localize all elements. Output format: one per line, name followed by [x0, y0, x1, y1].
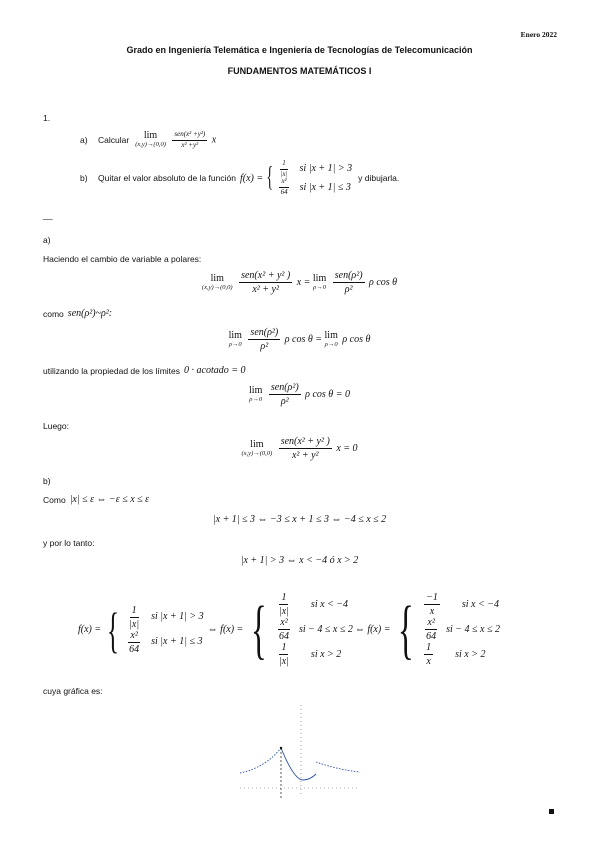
eq2-tail: ρ cos θ [342, 333, 371, 345]
pw2-c3-den: |x| [278, 656, 289, 667]
pw2-c1-den: |x| [278, 606, 289, 617]
equation-2 [0, 327, 599, 352]
problem-b-label: b) [80, 173, 88, 184]
eq1-sub2: ρ→0 [313, 283, 327, 291]
equation-4 [0, 436, 599, 461]
problem-b-c2-num: x² [279, 178, 288, 188]
problem-a-den: x² +y² [181, 140, 199, 149]
solution-a-label: a) [43, 235, 51, 245]
course-title: FUNDAMENTOS MATEMÁTICOS I [227, 66, 372, 76]
problem-b-tail: y dibujarla. [358, 173, 400, 184]
pw2-c2-den: 64 [278, 631, 289, 642]
eq3-tail: ρ cos θ = 0 [305, 388, 350, 400]
pw1-c1-den: |x| [129, 618, 140, 630]
pw3-c3-num: 1 [426, 642, 432, 653]
problem-b-c1-num: 1 [280, 160, 288, 170]
problem-a-lim: lim [143, 130, 158, 142]
inequality-2: |x + 1| > 3 ⇔ x < −4 ó x > 2 [240, 555, 359, 566]
eq2-mid: ρ cos θ = [284, 333, 323, 345]
eq1-mid: x = [296, 276, 311, 288]
eq4-den: x² + y² [291, 450, 319, 461]
end-mark [549, 809, 554, 814]
degree-title: Grado en Ingeniería Telemática e Ingeniería de Tecnologías de Telecomunicación [126, 45, 473, 55]
pw2-cases [275, 592, 353, 667]
eq3-lim: lim [249, 384, 263, 396]
pw3-c1-den: x [429, 606, 435, 617]
pw2-c1-num: 1 [281, 592, 287, 603]
pw1-c1-cond: si |x + 1| > 3 [151, 611, 204, 623]
eq3-sub: ρ→0 [249, 395, 263, 403]
pw1-fx: f(x) = [78, 624, 102, 635]
eq1-den2: ρ² [344, 284, 353, 295]
pw1-cases [125, 605, 204, 655]
problem-a [80, 131, 216, 149]
eq2-den: ρ² [260, 341, 269, 352]
point-marker [280, 747, 282, 749]
equation-3 [0, 382, 599, 407]
eq2-lim2: lim [324, 329, 338, 341]
problem-a-num: sen(x² +y²) [172, 131, 207, 141]
eq4-num: sen(x² + y² ) [280, 436, 330, 447]
problem-a-lim-sub: (x,y)→(0,0) [135, 141, 166, 149]
eq1-num2: sen(ρ²) [334, 270, 363, 281]
curve-right-branch [316, 762, 360, 772]
eq1-num: sen(x² + y² ) [241, 270, 291, 281]
problem-b-c2-den: 64 [280, 188, 288, 197]
problem-b-text: Quitar el valor absoluto de la función [98, 173, 236, 184]
pw3-c3-cond: si x > 2 [455, 648, 486, 660]
pw1-c2-cond: si |x + 1| ≤ 3 [151, 636, 203, 648]
problem-b-c1-den: |x| [280, 169, 288, 178]
pw2-fx: ⇔ f(x) = [207, 624, 244, 635]
luego-text: Luego: [43, 421, 69, 431]
pw3-c2-cond: si − 4 ≤ x ≤ 2 [446, 623, 500, 635]
pw3-fx: ⇔ f(x) = [354, 624, 391, 635]
pw3-cases [422, 592, 500, 667]
equivalence-line [43, 308, 112, 319]
polar-intro: Haciendo el cambio de variable a polares: [43, 254, 202, 264]
eq1-lim2: lim [312, 272, 327, 284]
curve-left-branch [240, 748, 281, 773]
pw3-c1-cond: si x < −4 [461, 598, 499, 610]
pw2-c2-cond: si − 4 ≤ x ≤ 2 [298, 623, 353, 635]
equiv-math: sen(ρ²)~ρ²: [67, 308, 113, 319]
prop-math: 0 · acotado = 0 [184, 365, 246, 376]
por-lo-tanto: y por lo tanto: [43, 538, 95, 548]
eq2-num: sen(ρ²) [250, 327, 279, 338]
eq3-den: ρ² [280, 396, 289, 407]
separator: __ [43, 210, 53, 220]
pw3-c1-num: −1 [426, 592, 438, 603]
eq1-tail: ρ cos θ [369, 276, 398, 288]
eq2-sub2: ρ→0 [324, 340, 338, 348]
como-text: Como [43, 494, 66, 505]
eq2-sub: ρ→0 [228, 340, 242, 348]
pw1-c2-num: x² [130, 629, 138, 641]
pw2-c3-num: 1 [281, 642, 287, 653]
problem-a-label: a) [80, 135, 88, 146]
problem-b-c2-cond: si |x + 1| ≤ 3 [299, 181, 351, 193]
solution-b-label: b) [43, 476, 51, 486]
pw1-c1-num: 1 [131, 604, 137, 616]
como-math: |x| ≤ ε ⇔ −ε ≤ x ≤ ε [69, 494, 150, 505]
pw3-c2-den: 64 [426, 631, 437, 642]
problem-a-tail: x [211, 134, 217, 146]
problem-b-fx: f(x) = [239, 172, 264, 184]
prop-text: utilizando la propiedad de los límites [43, 365, 181, 376]
eq1-den: x² + y² [252, 284, 279, 295]
graph-intro: cuya gráfica es: [43, 686, 103, 696]
curve-middle-branch [281, 748, 316, 780]
equation-1 [0, 270, 599, 295]
exam-date: Enero 2022 [520, 30, 557, 39]
pw3-c3-den: x [426, 656, 431, 667]
problem-b: b) Quitar el valor absoluto de la función f(x) = { $\frac{1}{|x|}$ si |x + 1| > 3 $\frac{\text{x²}}{64}$ si |x + 1| ≤ 3 y dibujarla. [80, 159, 400, 197]
pw2-c2-num: x² [280, 617, 288, 628]
problem-a-text: Calcular [98, 135, 130, 146]
problem-b-c1-cond: si |x + 1| > 3 [299, 163, 353, 175]
eq2-lim: lim [228, 329, 242, 341]
eq4-lim: lim [250, 438, 264, 450]
como-line [43, 494, 149, 505]
pw1-c2-den: 64 [129, 643, 140, 655]
piecewise-chain: f(x) = { $\frac{1}{|x|}$ si |x + 1| > 3 $\frac{\text{x²}}{64}$ si |x + 1| ≤ 3 ⇔ f(x) = { $\frac{1}{|x|}$ si x < −4 $\frac{\text{x²}}{64}$ si − 4 ≤ x ≤ 2 $\frac{1}{|x|}$ si x > 2 ⇔ f(x) = { $\frac{-1}{x}$ si x < −4 $\frac{\text{x²}}{64}$ si − 4 ≤ x ≤ 2 $\frac{1}{x}$ si x > 2 [78, 592, 500, 667]
eq1-lim: lim [210, 272, 224, 284]
eq4-sub: (x,y)→(0,0) [241, 449, 273, 457]
pw3-c2-num: x² [427, 617, 435, 628]
property-line [43, 365, 246, 376]
inequality-1: |x + 1| ≤ 3 ⇔ −3 ≤ x + 1 ≤ 3 ⇔ −4 ≤ x ≤ 2 [212, 514, 387, 525]
function-graph [235, 700, 365, 800]
problem-number: 1. [43, 113, 51, 123]
eq3-num: sen(ρ²) [270, 382, 299, 393]
pw2-c1-cond: si x < −4 [310, 598, 349, 610]
eq4-tail: x = 0 [336, 442, 358, 454]
equiv-text: como [43, 308, 64, 319]
pw2-c3-cond: si x > 2 [310, 648, 342, 660]
eq1-sub: (x,y)→(0,0) [201, 283, 233, 291]
